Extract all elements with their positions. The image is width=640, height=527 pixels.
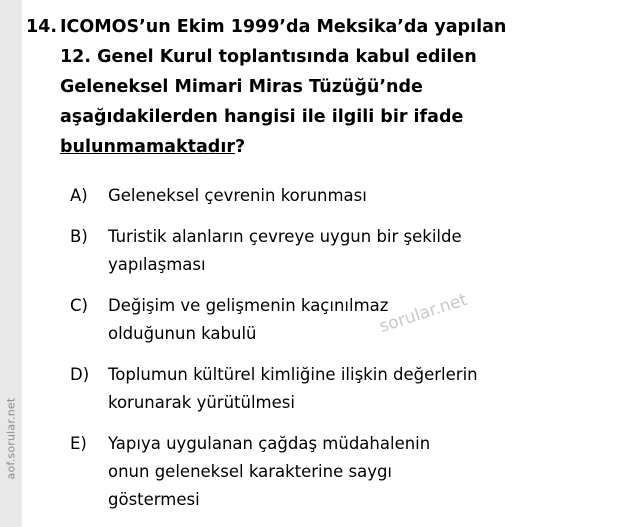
option-e-line-2: onun geleneksel karakterine saygı [108,462,393,481]
option-a-text [108,182,630,210]
exam-question-page [22,0,640,527]
option-e-line-3: göstermesi [108,490,200,509]
option-b[interactable] [70,223,630,279]
option-c-line-1: Değişim ve gelişmenin kaçınılmaz [108,296,389,315]
option-d-line-1: Toplumun kültürel kimliğine ilişkin değerlerin [108,365,478,384]
question-line-4: aşağıdakilerden hangisi ile ilgili bir ifade [60,107,464,127]
option-c[interactable] [70,289,630,348]
question-negation-keyword: bulunmamaktadır [60,137,235,157]
question-line-5-tail: ? [234,137,246,157]
option-a-letter: A) [70,186,88,205]
option-d-letter: D) [70,365,90,384]
option-a[interactable] [70,182,630,210]
option-e[interactable] [70,430,630,514]
option-a-line-1: Geleneksel çevrenin korunması [108,186,367,205]
option-b-line-2: yapılaşması [108,255,206,274]
option-e-letter: E) [70,434,87,453]
option-b-line-1: Turistik alanların çevreye uygun bir şekilde [108,227,462,246]
question-number: 14. [26,17,58,37]
center-watermark: sorular.net [377,289,470,338]
question-block [26,12,626,162]
option-d[interactable] [70,361,630,417]
question-text [60,12,626,162]
left-margin-rail [0,0,22,527]
option-c-letter: C) [70,296,88,315]
option-e-text [108,430,630,514]
option-b-letter: B) [70,227,88,246]
option-c-text [108,289,630,348]
answer-options-list [70,182,630,527]
option-d-line-2: korunarak yürütülmesi [108,393,295,412]
question-line-2: 12. Genel Kurul toplantısında kabul edilen [60,47,477,67]
option-c-line-2: olduğunun kabulü [108,324,257,343]
option-d-text [108,361,630,417]
question-line-5 [60,132,626,162]
side-watermark: aof.sorular.net [4,397,18,480]
question-line-3: Geleneksel Mimari Miras Tüzüğü’nde [60,77,423,97]
option-e-line-1: Yapıya uygulanan çağdaş müdahalenin [108,434,431,453]
option-b-text [108,223,630,279]
question-line-1: ICOMOS’un Ekim 1999’da Meksika’da yapılan [60,17,507,37]
